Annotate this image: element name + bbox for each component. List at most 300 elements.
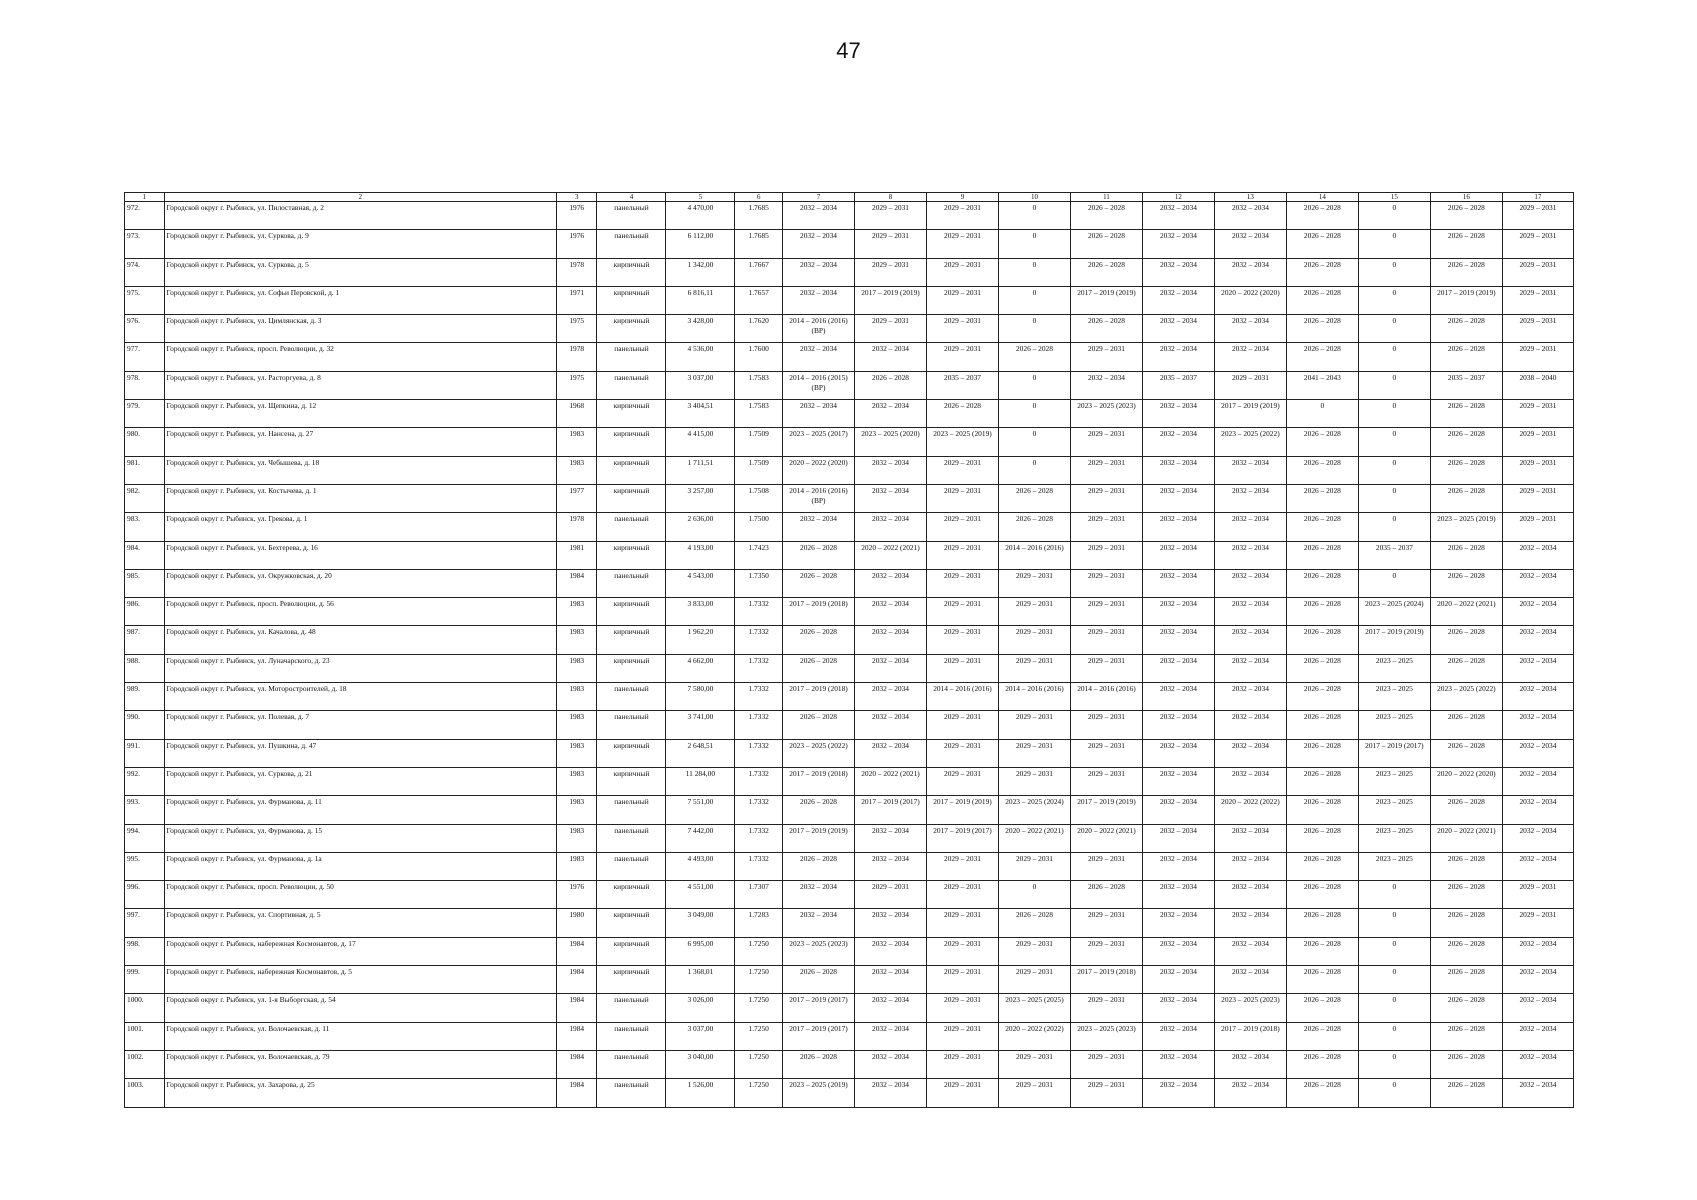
period-col-11-cell: 2029 – 2031: [1070, 541, 1142, 569]
year-built-cell: 1983: [556, 739, 597, 767]
period-col-11-cell: 2029 – 2031: [1070, 767, 1142, 795]
period-col-16-cell: 2026 – 2028: [1430, 1079, 1502, 1107]
row-number-cell: 974.: [125, 258, 165, 286]
address-cell: Городской округ г. Рыбинск, ул. Чебышева, д. 18: [164, 456, 556, 484]
wall-material-cell: кирпичный: [597, 909, 666, 937]
period-col-10-cell: 2029 – 2031: [998, 711, 1070, 739]
period-col-16-cell: 2026 – 2028: [1430, 484, 1502, 512]
period-col-16-cell: 2026 – 2028: [1430, 569, 1502, 597]
period-col-15-cell: 0: [1358, 343, 1430, 371]
table-row: [125, 994, 1574, 1022]
period-col-16-cell: 2020 – 2022 (2020): [1430, 767, 1502, 795]
table-row: [125, 315, 1574, 343]
period-col-10-cell: 2029 – 2031: [998, 852, 1070, 880]
row-number-cell: 998.: [125, 937, 165, 965]
period-col-17-cell: 2032 – 2034: [1502, 796, 1573, 824]
period-col-8-cell: 2032 – 2034: [855, 1079, 927, 1107]
area-cell: 3 037,00: [666, 371, 735, 399]
period-col-7-cell: 2032 – 2034: [783, 343, 855, 371]
period-col-13-cell: 2032 – 2034: [1214, 626, 1286, 654]
area-cell: 4 193,00: [666, 541, 735, 569]
period-col-10-cell: 2026 – 2028: [998, 484, 1070, 512]
period-col-13-cell: 2023 – 2025 (2022): [1214, 428, 1286, 456]
period-col-13-cell: 2032 – 2034: [1214, 315, 1286, 343]
period-col-11-cell: 2014 – 2016 (2016): [1070, 683, 1142, 711]
period-col-15-cell: 0: [1358, 1050, 1430, 1078]
period-col-17-cell: 2029 – 2031: [1502, 202, 1573, 230]
period-col-11-cell: 2029 – 2031: [1070, 994, 1142, 1022]
period-col-11-cell: 2026 – 2028: [1070, 202, 1142, 230]
period-col-8-cell: 2029 – 2031: [855, 258, 927, 286]
row-number-cell: 977.: [125, 343, 165, 371]
address-cell: Городской округ г. Рыбинск, набережная Космонавтов, д. 5: [164, 966, 556, 994]
period-col-11-cell: 2026 – 2028: [1070, 881, 1142, 909]
table-row: [125, 371, 1574, 399]
period-col-11-cell: 2029 – 2031: [1070, 739, 1142, 767]
period-col-7-cell: 2032 – 2034: [783, 286, 855, 314]
period-col-13-cell: 2032 – 2034: [1214, 569, 1286, 597]
year-built-cell: 1983: [556, 852, 597, 880]
period-col-12-cell: 2032 – 2034: [1142, 1050, 1214, 1078]
row-number-cell: 992.: [125, 767, 165, 795]
period-col-11-cell: 2020 – 2022 (2021): [1070, 824, 1142, 852]
period-col-12-cell: 2032 – 2034: [1142, 456, 1214, 484]
period-col-17-cell: 2029 – 2031: [1502, 286, 1573, 314]
address-cell: Городской округ г. Рыбинск, ул. Моторостроителей, д. 18: [164, 683, 556, 711]
period-col-9-cell: 2029 – 2031: [926, 937, 998, 965]
period-col-17-cell: 2029 – 2031: [1502, 258, 1573, 286]
period-col-12-cell: 2032 – 2034: [1142, 541, 1214, 569]
coefficient-cell: 1.7332: [735, 598, 783, 626]
table-row: [125, 683, 1574, 711]
address-cell: Городской округ г. Рыбинск, ул. Захарова, д. 25: [164, 1079, 556, 1107]
column-number-header: 5: [666, 193, 735, 202]
period-col-15-cell: 2017 – 2019 (2017): [1358, 739, 1430, 767]
row-number-cell: 993.: [125, 796, 165, 824]
period-col-8-cell: 2029 – 2031: [855, 315, 927, 343]
area-cell: 1 711,51: [666, 456, 735, 484]
wall-material-cell: кирпичный: [597, 767, 666, 795]
period-col-8-cell: 2023 – 2025 (2020): [855, 428, 927, 456]
period-col-12-cell: 2032 – 2034: [1142, 824, 1214, 852]
period-col-15-cell: 0: [1358, 286, 1430, 314]
period-col-7-cell: 2017 – 2019 (2018): [783, 767, 855, 795]
period-col-12-cell: 2032 – 2034: [1142, 513, 1214, 541]
period-col-9-cell: 2029 – 2031: [926, 626, 998, 654]
period-col-11-cell: 2017 – 2019 (2019): [1070, 286, 1142, 314]
period-col-14-cell: 2026 – 2028: [1286, 966, 1358, 994]
period-col-17-cell: 2032 – 2034: [1502, 711, 1573, 739]
period-col-9-cell: 2029 – 2031: [926, 966, 998, 994]
table-row: [125, 258, 1574, 286]
schedule-table: [124, 192, 1574, 1108]
period-col-13-cell: 2032 – 2034: [1214, 937, 1286, 965]
period-col-12-cell: 2032 – 2034: [1142, 626, 1214, 654]
coefficient-cell: 1.7332: [735, 852, 783, 880]
period-col-11-cell: 2029 – 2031: [1070, 1050, 1142, 1078]
period-col-14-cell: 2026 – 2028: [1286, 541, 1358, 569]
coefficient-cell: 1.7600: [735, 343, 783, 371]
period-col-9-cell: 2029 – 2031: [926, 484, 998, 512]
column-number-header: 9: [926, 193, 998, 202]
row-number-cell: 1002.: [125, 1050, 165, 1078]
period-col-14-cell: 2026 – 2028: [1286, 343, 1358, 371]
period-col-9-cell: 2029 – 2031: [926, 258, 998, 286]
period-col-14-cell: 2026 – 2028: [1286, 994, 1358, 1022]
period-col-10-cell: 2029 – 2031: [998, 937, 1070, 965]
period-col-15-cell: 2023 – 2025: [1358, 852, 1430, 880]
area-cell: 3 404,51: [666, 400, 735, 428]
period-col-9-cell: 2029 – 2031: [926, 852, 998, 880]
period-col-9-cell: 2026 – 2028: [926, 400, 998, 428]
period-col-8-cell: 2032 – 2034: [855, 513, 927, 541]
wall-material-cell: панельный: [597, 1022, 666, 1050]
period-col-17-cell: 2032 – 2034: [1502, 994, 1573, 1022]
period-col-16-cell: 2026 – 2028: [1430, 1050, 1502, 1078]
period-col-7-cell: 2017 – 2019 (2018): [783, 683, 855, 711]
period-col-16-cell: 2026 – 2028: [1430, 626, 1502, 654]
row-number-cell: 1003.: [125, 1079, 165, 1107]
row-number-cell: 982.: [125, 484, 165, 512]
period-col-17-cell: 2032 – 2034: [1502, 1050, 1573, 1078]
period-col-14-cell: 2026 – 2028: [1286, 626, 1358, 654]
period-col-15-cell: 2023 – 2025: [1358, 796, 1430, 824]
table-row: [125, 824, 1574, 852]
schedule-table-wrapper: [124, 192, 1574, 1108]
period-col-15-cell: 0: [1358, 513, 1430, 541]
year-built-cell: 1977: [556, 484, 597, 512]
period-col-8-cell: 2032 – 2034: [855, 400, 927, 428]
table-header: [125, 193, 1574, 202]
period-col-15-cell: 0: [1358, 428, 1430, 456]
period-col-10-cell: 0: [998, 428, 1070, 456]
address-cell: Городской округ г. Рыбинск, ул. Окружковская, д. 20: [164, 569, 556, 597]
period-col-10-cell: 2029 – 2031: [998, 966, 1070, 994]
row-number-cell: 995.: [125, 852, 165, 880]
year-built-cell: 1983: [556, 683, 597, 711]
period-col-12-cell: 2032 – 2034: [1142, 428, 1214, 456]
period-col-13-cell: 2032 – 2034: [1214, 598, 1286, 626]
period-col-8-cell: 2029 – 2031: [855, 881, 927, 909]
coefficient-cell: 1.7250: [735, 966, 783, 994]
row-number-cell: 978.: [125, 371, 165, 399]
period-col-10-cell: 2020 – 2022 (2022): [998, 1022, 1070, 1050]
period-col-9-cell: 2029 – 2031: [926, 315, 998, 343]
period-col-17-cell: 2029 – 2031: [1502, 881, 1573, 909]
period-col-8-cell: 2032 – 2034: [855, 994, 927, 1022]
period-col-14-cell: 2026 – 2028: [1286, 1050, 1358, 1078]
period-col-12-cell: 2032 – 2034: [1142, 569, 1214, 597]
period-col-7-cell: 2032 – 2034: [783, 400, 855, 428]
period-col-16-cell: 2026 – 2028: [1430, 541, 1502, 569]
period-col-17-cell: 2032 – 2034: [1502, 739, 1573, 767]
period-col-13-cell: 2032 – 2034: [1214, 541, 1286, 569]
year-built-cell: 1978: [556, 343, 597, 371]
period-col-9-cell: 2029 – 2031: [926, 456, 998, 484]
period-col-17-cell: 2029 – 2031: [1502, 428, 1573, 456]
period-col-9-cell: 2017 – 2019 (2019): [926, 796, 998, 824]
period-col-10-cell: 2029 – 2031: [998, 569, 1070, 597]
table-row: [125, 569, 1574, 597]
period-col-14-cell: 2026 – 2028: [1286, 315, 1358, 343]
address-cell: Городской округ г. Рыбинск, просп. Революции, д. 50: [164, 881, 556, 909]
period-col-15-cell: 2023 – 2025: [1358, 711, 1430, 739]
coefficient-cell: 1.7350: [735, 569, 783, 597]
year-built-cell: 1976: [556, 230, 597, 258]
period-col-16-cell: 2026 – 2028: [1430, 909, 1502, 937]
coefficient-cell: 1.7685: [735, 202, 783, 230]
address-cell: Городской округ г. Рыбинск, ул. Пилоставная, д. 2: [164, 202, 556, 230]
address-cell: Городской округ г. Рыбинск, ул. Софьи Перовской, д. 1: [164, 286, 556, 314]
period-col-10-cell: 2020 – 2022 (2021): [998, 824, 1070, 852]
period-col-11-cell: 2029 – 2031: [1070, 343, 1142, 371]
address-cell: Городской округ г. Рыбинск, ул. Бехтерева, д. 16: [164, 541, 556, 569]
column-number-header: 17: [1502, 193, 1573, 202]
period-col-12-cell: 2032 – 2034: [1142, 400, 1214, 428]
period-col-13-cell: 2032 – 2034: [1214, 881, 1286, 909]
period-col-10-cell: 0: [998, 258, 1070, 286]
period-col-8-cell: 2032 – 2034: [855, 569, 927, 597]
period-col-7-cell: 2020 – 2022 (2020): [783, 456, 855, 484]
coefficient-cell: 1.7332: [735, 626, 783, 654]
period-col-16-cell: 2026 – 2028: [1430, 711, 1502, 739]
row-number-cell: 989.: [125, 683, 165, 711]
period-col-15-cell: 0: [1358, 456, 1430, 484]
period-col-8-cell: 2032 – 2034: [855, 456, 927, 484]
area-cell: 1 368,01: [666, 966, 735, 994]
period-col-13-cell: 2032 – 2034: [1214, 824, 1286, 852]
period-col-17-cell: 2032 – 2034: [1502, 598, 1573, 626]
period-col-16-cell: 2026 – 2028: [1430, 456, 1502, 484]
period-col-15-cell: 0: [1358, 1022, 1430, 1050]
period-col-14-cell: 2026 – 2028: [1286, 654, 1358, 682]
period-col-17-cell: 2038 – 2040: [1502, 371, 1573, 399]
period-col-11-cell: 2029 – 2031: [1070, 513, 1142, 541]
period-col-12-cell: 2032 – 2034: [1142, 286, 1214, 314]
period-col-9-cell: 2029 – 2031: [926, 909, 998, 937]
year-built-cell: 1983: [556, 796, 597, 824]
coefficient-cell: 1.7332: [735, 739, 783, 767]
area-cell: 2 648,51: [666, 739, 735, 767]
period-col-15-cell: 0: [1358, 994, 1430, 1022]
period-col-9-cell: 2029 – 2031: [926, 343, 998, 371]
coefficient-cell: 1.7332: [735, 767, 783, 795]
period-col-13-cell: 2032 – 2034: [1214, 966, 1286, 994]
period-col-14-cell: 2026 – 2028: [1286, 767, 1358, 795]
period-col-11-cell: 2029 – 2031: [1070, 569, 1142, 597]
period-col-8-cell: 2032 – 2034: [855, 852, 927, 880]
period-col-8-cell: 2032 – 2034: [855, 937, 927, 965]
period-col-10-cell: 2026 – 2028: [998, 343, 1070, 371]
coefficient-cell: 1.7500: [735, 513, 783, 541]
period-col-13-cell: 2032 – 2034: [1214, 852, 1286, 880]
table-row: [125, 1022, 1574, 1050]
table-row: [125, 484, 1574, 512]
table-row: [125, 767, 1574, 795]
period-col-17-cell: 2032 – 2034: [1502, 626, 1573, 654]
address-cell: Городской округ г. Рыбинск, ул. Грекова, д. 1: [164, 513, 556, 541]
area-cell: 4 470,00: [666, 202, 735, 230]
year-built-cell: 1984: [556, 1079, 597, 1107]
year-built-cell: 1983: [556, 654, 597, 682]
wall-material-cell: кирпичный: [597, 881, 666, 909]
row-number-cell: 988.: [125, 654, 165, 682]
period-col-11-cell: 2029 – 2031: [1070, 711, 1142, 739]
period-col-9-cell: 2029 – 2031: [926, 1022, 998, 1050]
table-body: [125, 202, 1574, 1108]
column-number-header: 11: [1070, 193, 1142, 202]
period-col-14-cell: 0: [1286, 400, 1358, 428]
wall-material-cell: кирпичный: [597, 937, 666, 965]
area-cell: 3 037,00: [666, 1022, 735, 1050]
table-row: [125, 739, 1574, 767]
period-col-16-cell: 2035 – 2037: [1430, 371, 1502, 399]
period-col-10-cell: 0: [998, 881, 1070, 909]
period-col-15-cell: 0: [1358, 484, 1430, 512]
period-col-17-cell: 2032 – 2034: [1502, 937, 1573, 965]
row-number-cell: 996.: [125, 881, 165, 909]
period-col-16-cell: 2026 – 2028: [1430, 400, 1502, 428]
period-col-8-cell: 2032 – 2034: [855, 343, 927, 371]
table-row: [125, 1079, 1574, 1107]
period-col-9-cell: 2029 – 2031: [926, 1050, 998, 1078]
period-col-15-cell: 0: [1358, 909, 1430, 937]
wall-material-cell: панельный: [597, 513, 666, 541]
period-col-9-cell: 2029 – 2031: [926, 767, 998, 795]
table-row: [125, 796, 1574, 824]
period-col-14-cell: 2026 – 2028: [1286, 937, 1358, 965]
period-col-15-cell: 0: [1358, 881, 1430, 909]
period-col-9-cell: 2029 – 2031: [926, 513, 998, 541]
year-built-cell: 1980: [556, 909, 597, 937]
period-col-14-cell: 2026 – 2028: [1286, 852, 1358, 880]
period-col-10-cell: 0: [998, 371, 1070, 399]
period-col-14-cell: 2026 – 2028: [1286, 513, 1358, 541]
period-col-12-cell: 2032 – 2034: [1142, 258, 1214, 286]
period-col-16-cell: 2026 – 2028: [1430, 881, 1502, 909]
period-col-14-cell: 2026 – 2028: [1286, 258, 1358, 286]
address-cell: Городской округ г. Рыбинск, просп. Революции, д. 32: [164, 343, 556, 371]
period-col-15-cell: 2023 – 2025 (2024): [1358, 598, 1430, 626]
period-col-12-cell: 2032 – 2034: [1142, 739, 1214, 767]
address-cell: Городской округ г. Рыбинск, ул. Цимлянская, д. 3: [164, 315, 556, 343]
period-col-8-cell: 2026 – 2028: [855, 371, 927, 399]
period-col-7-cell: 2023 – 2025 (2023): [783, 937, 855, 965]
row-number-cell: 1001.: [125, 1022, 165, 1050]
address-cell: Городской округ г. Рыбинск, ул. Суркова, д. 5: [164, 258, 556, 286]
address-cell: Городской округ г. Рыбинск, ул. Фурманова, д. 11: [164, 796, 556, 824]
period-col-17-cell: 2029 – 2031: [1502, 484, 1573, 512]
period-col-17-cell: 2029 – 2031: [1502, 343, 1573, 371]
column-number-header: 6: [735, 193, 783, 202]
coefficient-cell: 1.7509: [735, 428, 783, 456]
period-col-12-cell: 2032 – 2034: [1142, 202, 1214, 230]
period-col-14-cell: 2026 – 2028: [1286, 598, 1358, 626]
column-number-header: 10: [998, 193, 1070, 202]
area-cell: 3 257,00: [666, 484, 735, 512]
address-cell: Городской округ г. Рыбинск, ул. Спортивная, д. 5: [164, 909, 556, 937]
year-built-cell: 1983: [556, 626, 597, 654]
address-cell: Городской округ г. Рыбинск, ул. Суркова, д. 9: [164, 230, 556, 258]
period-col-14-cell: 2026 – 2028: [1286, 569, 1358, 597]
header-row: [125, 193, 1574, 202]
table-row: [125, 852, 1574, 880]
area-cell: 6 816,11: [666, 286, 735, 314]
year-built-cell: 1976: [556, 881, 597, 909]
period-col-17-cell: 2032 – 2034: [1502, 1022, 1573, 1050]
year-built-cell: 1981: [556, 541, 597, 569]
period-col-13-cell: 2032 – 2034: [1214, 1079, 1286, 1107]
period-col-13-cell: 2032 – 2034: [1214, 909, 1286, 937]
wall-material-cell: кирпичный: [597, 456, 666, 484]
area-cell: 4 415,00: [666, 428, 735, 456]
period-col-13-cell: 2032 – 2034: [1214, 230, 1286, 258]
area-cell: 4 536,00: [666, 343, 735, 371]
table-row: [125, 202, 1574, 230]
area-cell: 1 526,00: [666, 1079, 735, 1107]
area-cell: 4 662,00: [666, 654, 735, 682]
period-col-14-cell: 2026 – 2028: [1286, 484, 1358, 512]
table-row: [125, 1050, 1574, 1078]
area-cell: 3 833,00: [666, 598, 735, 626]
period-col-14-cell: 2026 – 2028: [1286, 739, 1358, 767]
coefficient-cell: 1.7583: [735, 371, 783, 399]
period-col-10-cell: 0: [998, 286, 1070, 314]
period-col-14-cell: 2026 – 2028: [1286, 1079, 1358, 1107]
period-col-13-cell: 2032 – 2034: [1214, 258, 1286, 286]
period-col-15-cell: 0: [1358, 400, 1430, 428]
row-number-cell: 981.: [125, 456, 165, 484]
period-col-8-cell: 2032 – 2034: [855, 824, 927, 852]
period-col-8-cell: 2032 – 2034: [855, 966, 927, 994]
period-col-17-cell: 2032 – 2034: [1502, 683, 1573, 711]
period-col-8-cell: 2020 – 2022 (2021): [855, 767, 927, 795]
period-col-8-cell: 2020 – 2022 (2021): [855, 541, 927, 569]
year-built-cell: 1984: [556, 994, 597, 1022]
address-cell: Городской округ г. Рыбинск, ул. Пушкина, д. 47: [164, 739, 556, 767]
wall-material-cell: панельный: [597, 711, 666, 739]
year-built-cell: 1971: [556, 286, 597, 314]
period-col-11-cell: 2023 – 2025 (2023): [1070, 1022, 1142, 1050]
period-col-9-cell: 2029 – 2031: [926, 654, 998, 682]
wall-material-cell: кирпичный: [597, 428, 666, 456]
period-col-11-cell: 2029 – 2031: [1070, 909, 1142, 937]
period-col-17-cell: 2032 – 2034: [1502, 569, 1573, 597]
year-built-cell: 1984: [556, 937, 597, 965]
period-col-11-cell: 2017 – 2019 (2019): [1070, 796, 1142, 824]
period-col-7-cell: 2017 – 2019 (2017): [783, 1022, 855, 1050]
period-col-14-cell: 2026 – 2028: [1286, 202, 1358, 230]
period-col-13-cell: 2032 – 2034: [1214, 767, 1286, 795]
coefficient-cell: 1.7657: [735, 286, 783, 314]
period-col-11-cell: 2029 – 2031: [1070, 456, 1142, 484]
area-cell: 1 962,20: [666, 626, 735, 654]
address-cell: Городской округ г. Рыбинск, ул. Волочаевская, д. 11: [164, 1022, 556, 1050]
period-col-7-cell: 2026 – 2028: [783, 1050, 855, 1078]
period-col-17-cell: 2032 – 2034: [1502, 654, 1573, 682]
column-number-header: 2: [164, 193, 556, 202]
period-col-17-cell: 2029 – 2031: [1502, 230, 1573, 258]
period-col-16-cell: 2017 – 2019 (2019): [1430, 286, 1502, 314]
period-col-9-cell: 2035 – 2037: [926, 371, 998, 399]
address-cell: Городской округ г. Рыбинск, ул. Волочаевская, д. 79: [164, 1050, 556, 1078]
row-number-cell: 980.: [125, 428, 165, 456]
period-col-12-cell: 2032 – 2034: [1142, 1022, 1214, 1050]
address-cell: Городской округ г. Рыбинск, ул. Суркова, д. 21: [164, 767, 556, 795]
coefficient-cell: 1.7509: [735, 456, 783, 484]
table-row: [125, 881, 1574, 909]
period-col-7-cell: 2017 – 2019 (2017): [783, 994, 855, 1022]
